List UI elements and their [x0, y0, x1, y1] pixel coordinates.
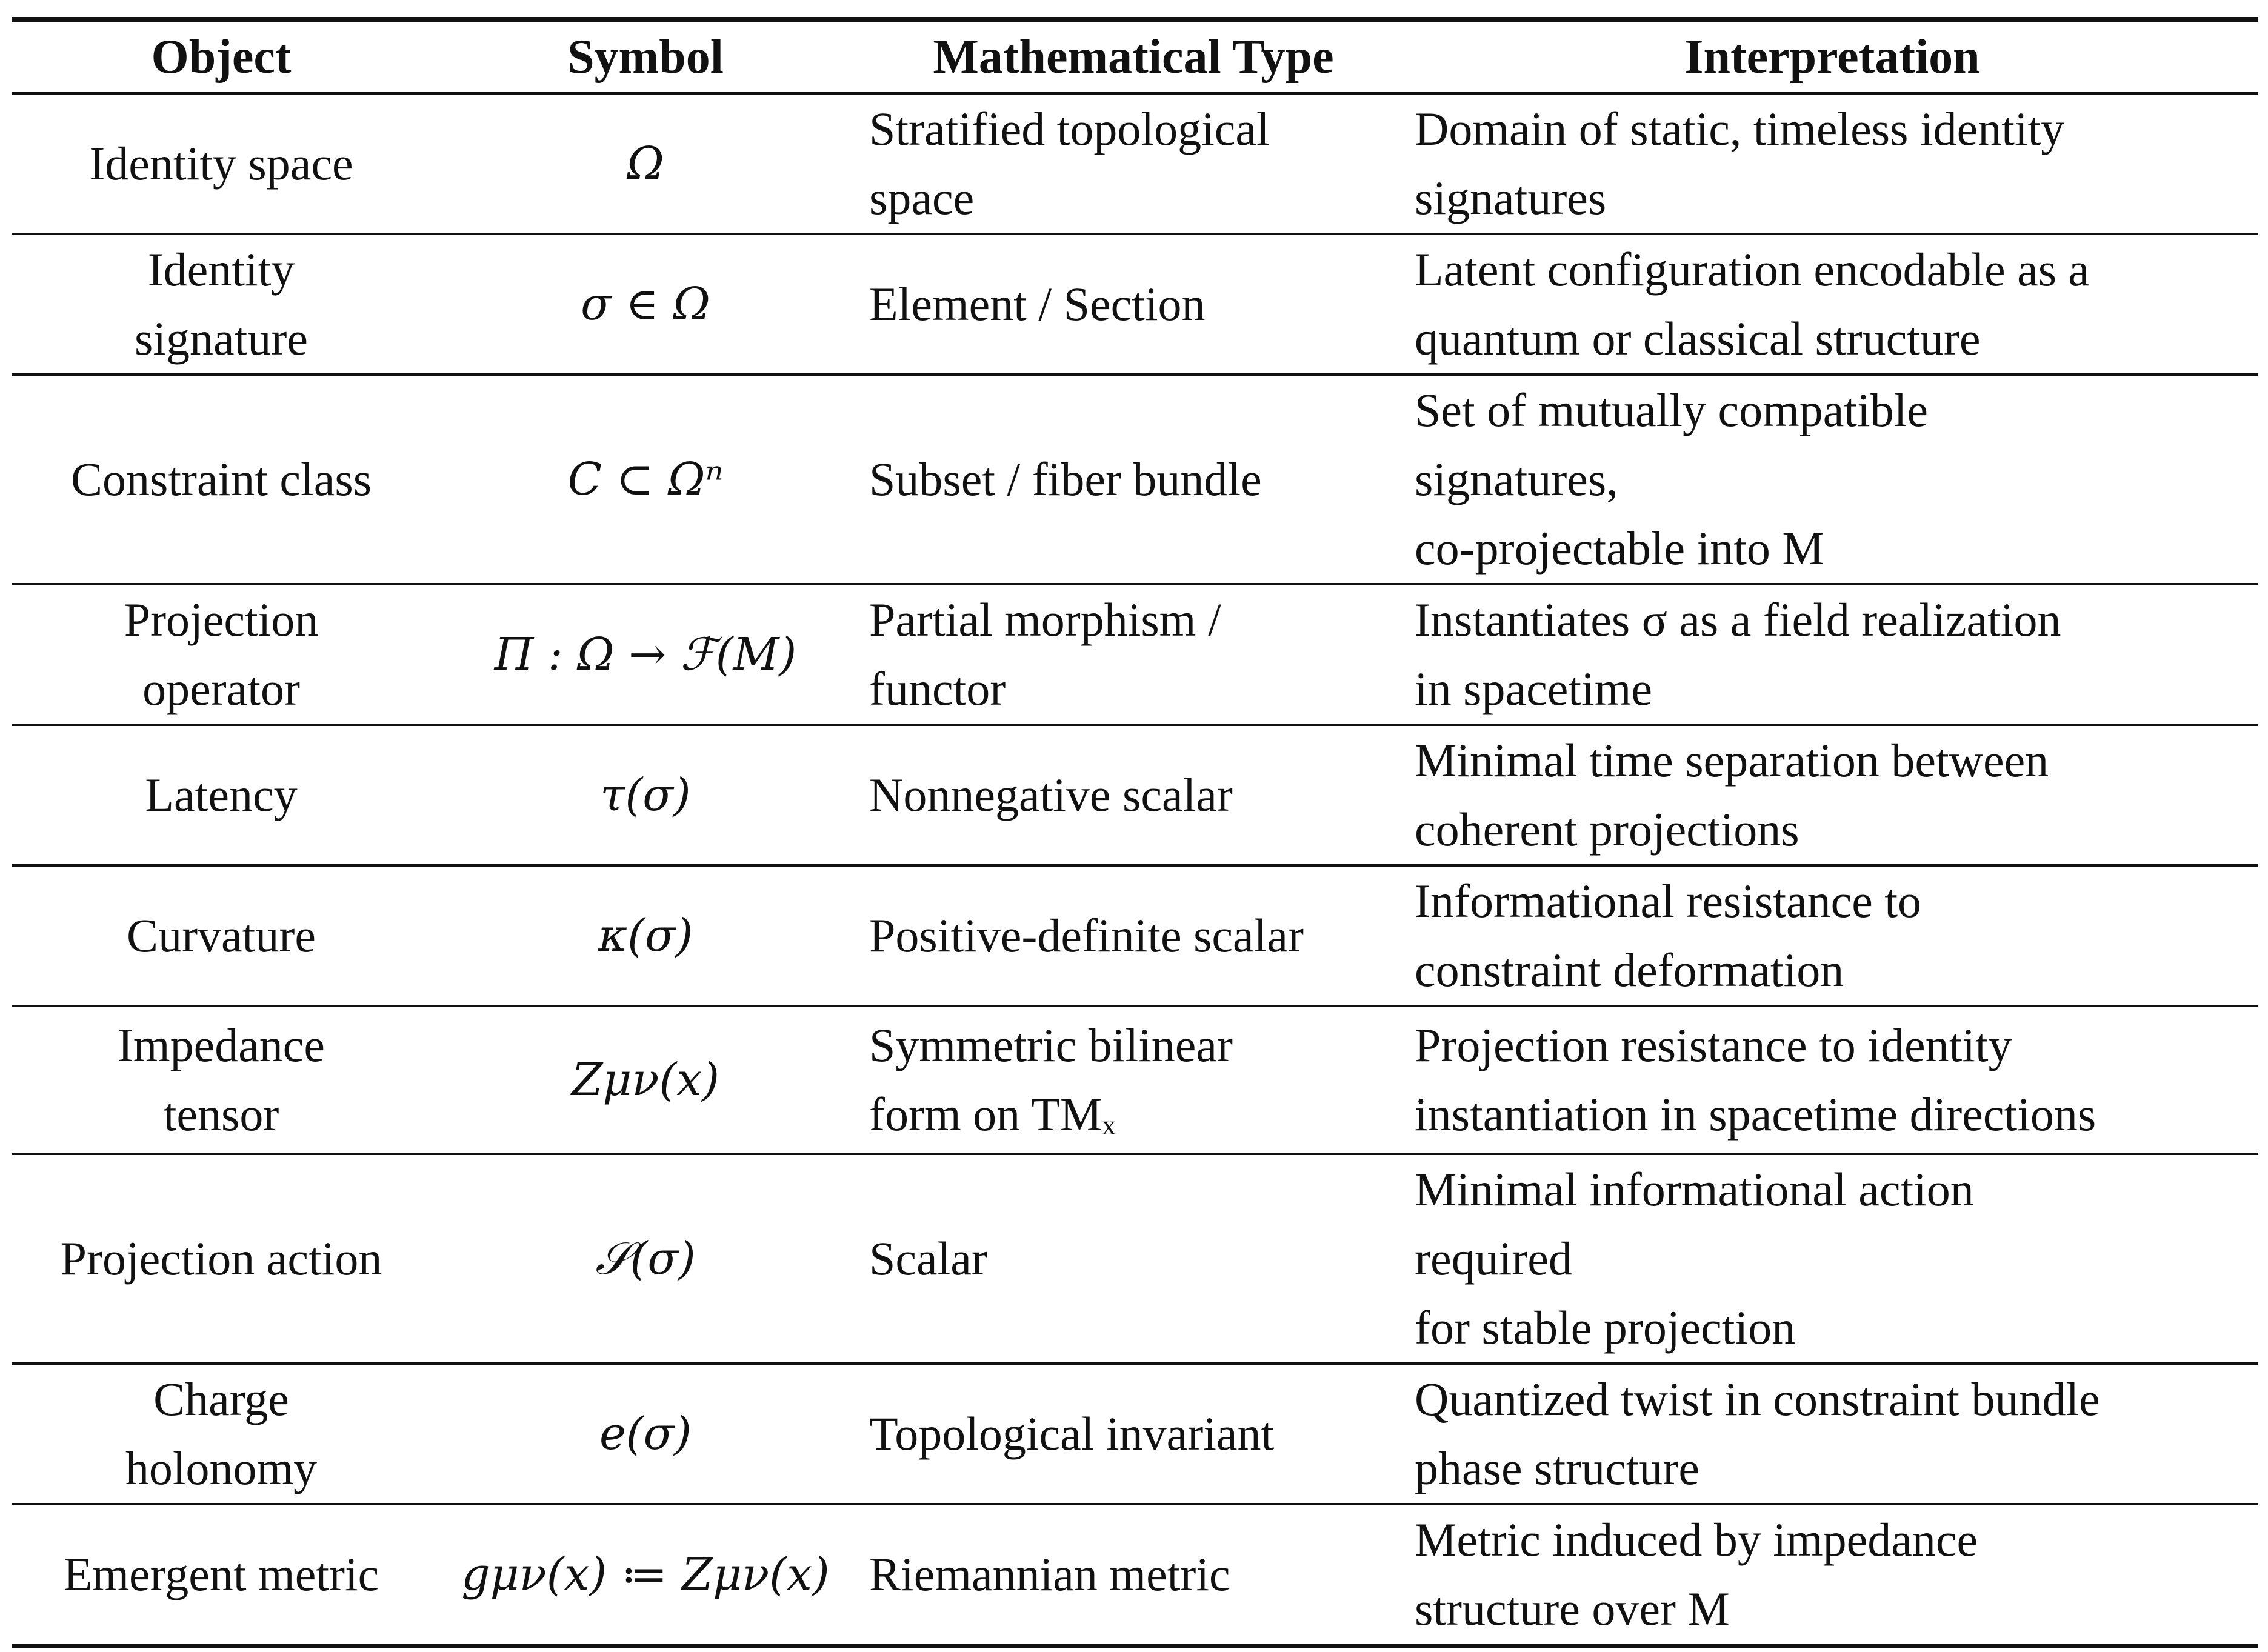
symbol-cell: Zμν(x) — [572, 1054, 719, 1106]
type-cell — [861, 725, 1406, 865]
object-cell-line: Latency — [145, 768, 298, 821]
symbol-cell: gμν(x) ≔ Zμν(x) — [461, 1548, 830, 1600]
interpretation-cell-line: signatures, — [1415, 453, 1618, 505]
interpretation-cell-line: required — [1415, 1232, 1572, 1285]
object-cell — [12, 725, 430, 865]
table-row — [12, 865, 2258, 1006]
table-container — [12, 17, 2258, 1648]
header-interpretation: Interpretation — [1684, 30, 1980, 84]
symbol-cell: κ(σ) — [598, 910, 693, 962]
interpretation-cell-line: structure over M — [1415, 1582, 1730, 1635]
interpretation-cell-line: quantum or classical structure — [1415, 312, 1981, 365]
object-cell-line: Identity — [147, 243, 295, 296]
table-row — [12, 1154, 2258, 1364]
object-cell-line: holonomy — [125, 1442, 318, 1494]
symbol-cell: Π : Ω → ℱ(M) — [494, 628, 797, 681]
object-cell-line: Projection — [124, 593, 319, 646]
type-cell — [861, 584, 1406, 725]
object-cell — [12, 584, 430, 725]
type-cell-line: Scalar — [869, 1232, 987, 1285]
object-cell — [12, 1364, 430, 1504]
interpretation-cell-line: Metric induced by impedance — [1415, 1513, 1978, 1566]
interpretation-cell — [1406, 1364, 2258, 1504]
interpretation-cell — [1406, 865, 2258, 1006]
table-row — [12, 234, 2258, 375]
type-cell — [861, 375, 1406, 584]
object-cell — [12, 234, 430, 375]
table-row — [12, 93, 2258, 234]
interpretation-cell — [1406, 93, 2258, 234]
object-cell — [12, 1154, 430, 1364]
object-cell — [12, 93, 430, 234]
object-cell — [12, 375, 430, 584]
type-cell — [861, 865, 1406, 1006]
object-cell-line: tensor — [163, 1088, 279, 1141]
interpretation-cell — [1406, 234, 2258, 375]
interpretation-cell-line: Instantiates σ as a field realization — [1415, 593, 2061, 646]
interpretation-cell-line: Minimal informational action — [1415, 1163, 1974, 1216]
interpretation-cell-line: Minimal time separation between — [1415, 734, 2049, 787]
type-cell — [861, 93, 1406, 234]
interpretation-cell-line: Set of mutually compatible — [1415, 384, 1928, 436]
type-cell — [861, 1504, 1406, 1646]
object-cell-line: Emergent metric — [63, 1548, 379, 1600]
type-cell-line: Partial morphism / — [869, 593, 1221, 646]
object-cell-line: Constraint class — [70, 453, 372, 505]
interpretation-cell-line: instantiation in spacetime directions — [1415, 1088, 2096, 1141]
object-cell-line: Charge — [153, 1373, 289, 1425]
type-cell — [861, 1154, 1406, 1364]
table-row — [12, 375, 2258, 584]
header-object: Object — [151, 30, 292, 84]
type-cell-line: Subset / fiber bundle — [869, 453, 1262, 505]
interpretation-cell-line: in spacetime — [1415, 662, 1653, 715]
interpretation-cell-line: Projection resistance to identity — [1415, 1019, 2012, 1071]
interpretation-cell-line: Quantized twist in constraint bundle — [1415, 1373, 2100, 1425]
notation-table — [12, 17, 2258, 1648]
object-cell-line: operator — [142, 662, 300, 715]
table-row — [12, 725, 2258, 865]
table-body — [12, 93, 2258, 1646]
symbol-cell: 𝒮(σ) — [595, 1233, 696, 1285]
interpretation-cell-line: Informational resistance to — [1415, 874, 1922, 927]
type-cell — [861, 234, 1406, 375]
type-cell-line: form on TMₓ — [869, 1088, 1116, 1141]
interpretation-cell-line: for stable projection — [1415, 1301, 1796, 1354]
interpretation-cell-line: co-projectable into M — [1415, 522, 1824, 575]
interpretation-cell-line: constraint deformation — [1415, 944, 1844, 996]
object-cell — [12, 865, 430, 1006]
type-cell-line: Positive-definite scalar — [869, 909, 1304, 962]
interpretation-cell — [1406, 1154, 2258, 1364]
type-cell-line: Topological invariant — [869, 1407, 1275, 1460]
interpretation-cell-line: phase structure — [1415, 1442, 1699, 1494]
symbol-cell: e(σ) — [599, 1408, 692, 1460]
object-cell-line: Curvature — [127, 909, 316, 962]
header-type: Mathematical Type — [933, 30, 1334, 84]
interpretation-cell-line: signatures — [1415, 172, 1607, 224]
symbol-cell: C ⊂ Ωⁿ — [567, 453, 724, 505]
interpretation-cell — [1406, 725, 2258, 865]
object-cell-line: Impedance — [117, 1019, 325, 1071]
symbol-cell: σ ∈ Ω — [581, 278, 710, 330]
header-symbol: Symbol — [567, 30, 724, 84]
interpretation-cell-line: coherent projections — [1415, 803, 1799, 856]
interpretation-cell-line: Latent configuration encodable as a — [1415, 243, 2090, 296]
type-cell — [861, 1364, 1406, 1504]
interpretation-cell — [1406, 1504, 2258, 1646]
object-cell-line: signature — [135, 312, 308, 365]
header-row — [12, 19, 2258, 93]
object-cell — [12, 1006, 430, 1154]
symbol-cell: τ(σ) — [600, 769, 691, 821]
type-cell-line: Symmetric bilinear — [869, 1019, 1233, 1071]
symbol-cell: Ω — [627, 138, 664, 190]
table-row — [12, 584, 2258, 725]
table-row — [12, 1006, 2258, 1154]
interpretation-cell — [1406, 1006, 2258, 1154]
interpretation-cell-line: Domain of static, timeless identity — [1415, 102, 2065, 155]
type-cell-line: functor — [869, 662, 1006, 715]
type-cell-line: space — [869, 172, 975, 224]
interpretation-cell — [1406, 375, 2258, 584]
object-cell-line: Projection action — [60, 1232, 382, 1285]
type-cell-line: Element / Section — [869, 278, 1206, 330]
table-row — [12, 1364, 2258, 1504]
type-cell — [861, 1006, 1406, 1154]
type-cell-line: Stratified topological — [869, 102, 1270, 155]
interpretation-cell — [1406, 584, 2258, 725]
type-cell-line: Riemannian metric — [869, 1548, 1230, 1600]
object-cell — [12, 1504, 430, 1646]
type-cell-line: Nonnegative scalar — [869, 768, 1233, 821]
object-cell-line: Identity space — [89, 137, 353, 190]
table-row — [12, 1504, 2258, 1646]
